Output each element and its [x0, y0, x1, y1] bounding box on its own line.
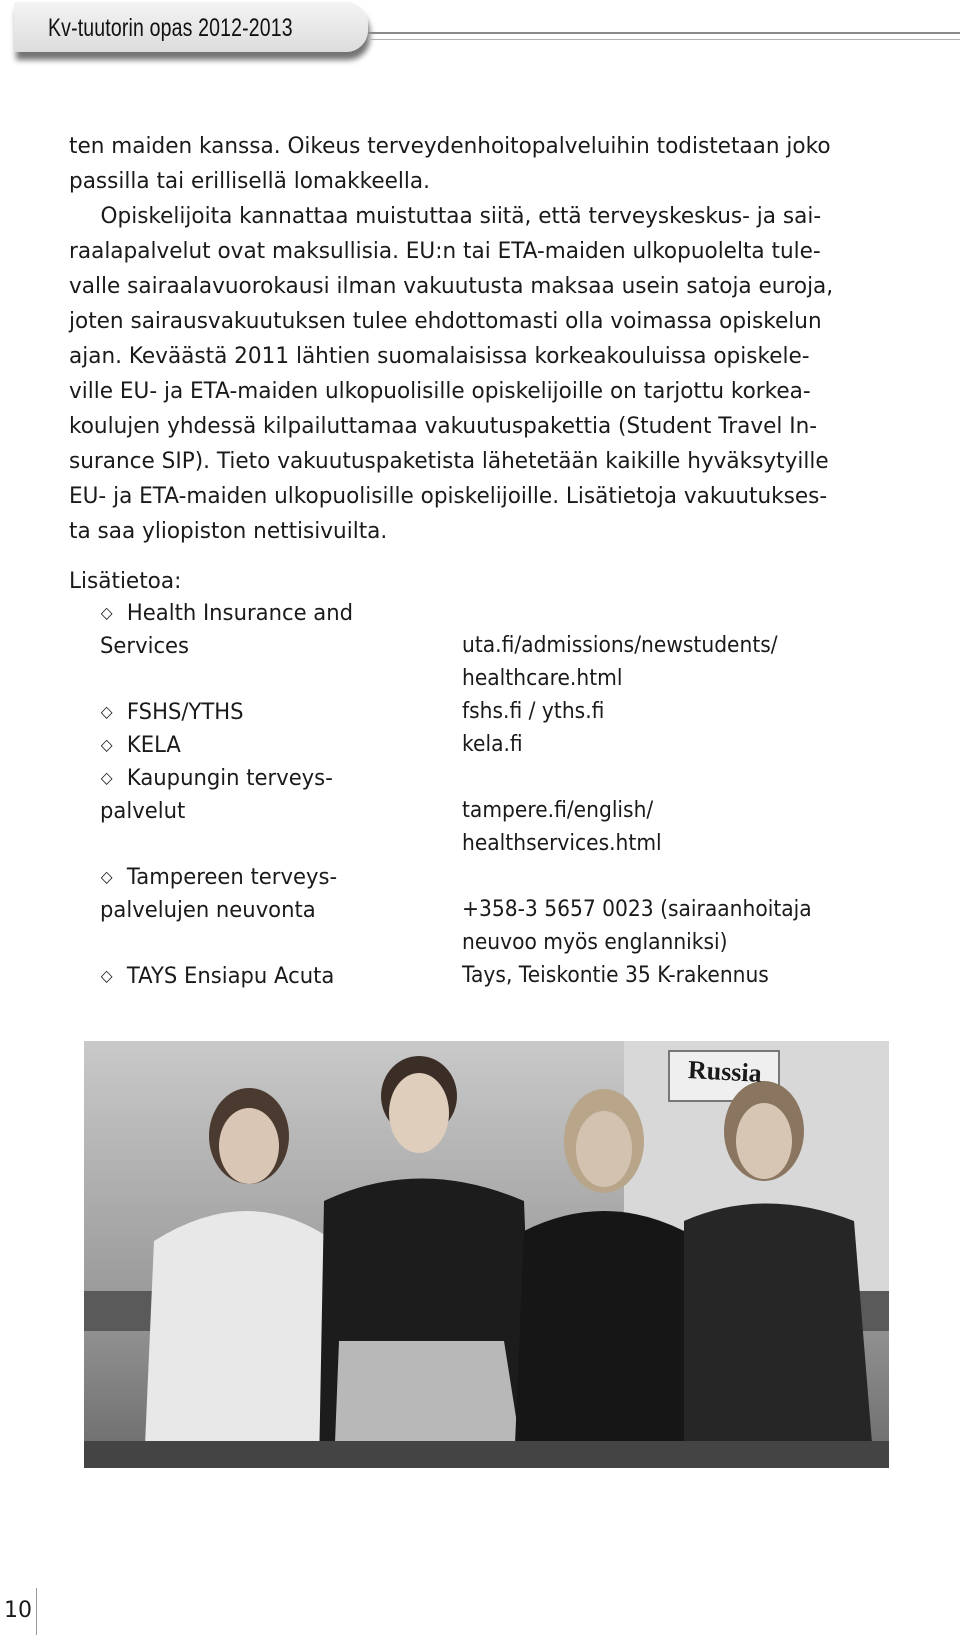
info-item-detail [462, 794, 662, 860]
header-rule [368, 32, 960, 34]
diamond-icon: ◇ [100, 867, 113, 886]
diamond-icon: ◇ [100, 603, 113, 622]
diamond-icon: ◇ [100, 966, 113, 985]
info-item-detail [462, 893, 812, 959]
info-item-detail [462, 695, 604, 728]
info-item-name [100, 728, 181, 762]
info-name-line: KELA [126, 733, 181, 758]
diamond-icon: ◇ [100, 702, 113, 721]
text-line: raalapalvelut ovat maksullisia. EU:n tai ETA-maiden ulkopuolelta tule- [69, 238, 821, 264]
info-name-line: Health Insurance and [126, 601, 354, 626]
info-item-detail [462, 728, 523, 761]
floor [84, 1441, 889, 1468]
group-photo [84, 1041, 889, 1468]
person-face [576, 1111, 632, 1187]
info-item-name [100, 959, 334, 993]
info-link-line: neuvoo myös englanniksi) [462, 930, 728, 955]
page-number-rule [36, 1588, 37, 1635]
text-line: ten maiden kanssa. Oikeus terveydenhoitopalveluihin todistetaan joko [69, 133, 831, 159]
info-item-name [100, 860, 337, 927]
info-link-line: Tays, Teiskontie 35 K-rakennus [462, 963, 769, 988]
info-item-detail [462, 959, 769, 992]
info-item-name [100, 761, 333, 828]
person-body [684, 1204, 874, 1469]
paragraph-2 [69, 199, 873, 549]
info-name-line: palvelut [100, 799, 186, 824]
text-line: EU- ja ETA-maiden ulkopuolisille opiskelijoille. Lisätietoja vakuutukses- [69, 483, 828, 509]
text-line: valle sairaalavuorokausi ilman vakuutusta maksaa usein satoja euroja, [69, 273, 834, 299]
person-body [514, 1211, 694, 1468]
paragraph-1 [69, 129, 873, 199]
info-link-line: tampere.fi/english/ [462, 798, 654, 823]
info-name-line: Tampereen terveys- [126, 865, 338, 890]
text-line: passilla tai erillisellä lomakkeella. [69, 168, 431, 194]
info-link-line: healthservices.html [462, 831, 662, 856]
body-text [69, 129, 873, 549]
text-line: Opiskelijoita kannattaa muistuttaa siitä, että terveyskeskus- ja sai- [100, 203, 822, 229]
header-tab [14, 2, 368, 52]
info-link-line: +358-3 5657 0023 (sairaanhoitaja [462, 897, 812, 922]
info-link-line: fshs.fi / yths.fi [462, 699, 605, 724]
text-line: ville EU- ja ETA-maiden ulkopuolisille opiskelijoille on tarjottu korkea- [69, 378, 811, 404]
info-item-detail [462, 629, 778, 695]
text-line: surance SIP). Tieto vakuutuspaketista lähetetään kaikille hyväksytyille [69, 448, 829, 474]
info-name-line: Kaupungin terveys- [126, 766, 333, 791]
info-item-name [100, 695, 244, 729]
text-line: koulujen yhdessä kilpailuttamaa vakuutuspakettia (Student Travel In- [69, 413, 818, 439]
sign-text: Russia [687, 1055, 763, 1088]
text-line: ta saa yliopiston nettisivuilta. [69, 518, 388, 544]
info-link-line: healthcare.html [462, 666, 623, 691]
person-face [219, 1108, 279, 1184]
info-label: Lisätietoa: [69, 568, 182, 594]
info-name-line: Services [100, 634, 190, 659]
info-link-line: uta.fi/admissions/newstudents/ [462, 633, 778, 658]
photo-illustration [84, 1041, 889, 1468]
text-line: joten sairausvakuutuksen tulee ehdottomasti olla voimassa opiskelun [69, 308, 822, 334]
info-link-line: kela.fi [462, 732, 523, 757]
diamond-icon: ◇ [100, 768, 113, 787]
info-name-line: palvelujen neuvonta [100, 898, 316, 923]
header-rule-thin [368, 39, 960, 40]
info-name-line: TAYS Ensiapu Acuta [126, 964, 335, 989]
header-title: Kv-tuutorin opas 2012-2013 [48, 14, 293, 42]
page-number: 10 [4, 1598, 32, 1623]
person-face [736, 1103, 792, 1179]
person-face [389, 1073, 449, 1153]
diamond-icon: ◇ [100, 735, 113, 754]
text-line: ajan. Keväästä 2011 lähtien suomalaisissa korkeakouluissa opiskele- [69, 343, 810, 369]
info-name-line: FSHS/YTHS [126, 700, 244, 725]
info-item-name [100, 596, 353, 663]
